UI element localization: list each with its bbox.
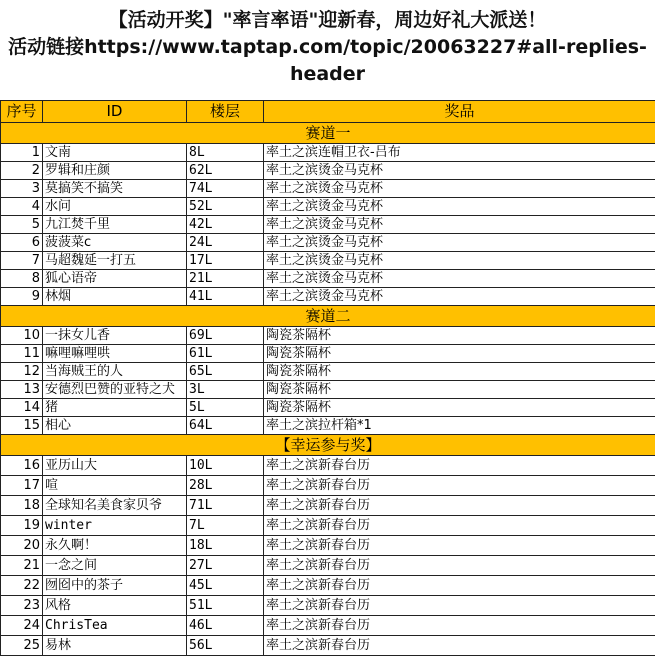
cell-no: 17 bbox=[1, 476, 43, 496]
cell-prize: 率土之滨新春台历 bbox=[264, 516, 655, 536]
cell-floor: 61L bbox=[187, 345, 264, 363]
section-title: 【幸运参与奖】 bbox=[1, 435, 655, 456]
cell-prize: 率土之滨烫金马克杯 bbox=[264, 252, 655, 270]
table-row bbox=[1, 234, 655, 252]
cell-floor: 21L bbox=[187, 270, 264, 288]
table-row bbox=[1, 198, 655, 216]
cell-no: 16 bbox=[1, 456, 43, 476]
table-body bbox=[1, 123, 655, 656]
cell-prize: 陶瓷茶隔杯 bbox=[264, 363, 655, 381]
table-row bbox=[1, 476, 655, 496]
table-row bbox=[1, 144, 655, 162]
cell-no: 9 bbox=[1, 288, 43, 306]
cell-no: 2 bbox=[1, 162, 43, 180]
cell-prize: 率土之滨新春台历 bbox=[264, 556, 655, 576]
section-title: 赛道二 bbox=[1, 306, 655, 327]
cell-prize: 率土之滨烫金马克杯 bbox=[264, 216, 655, 234]
cell-prize: 陶瓷茶隔杯 bbox=[264, 345, 655, 363]
cell-prize: 率土之滨烫金马克杯 bbox=[264, 180, 655, 198]
cell-id: winter bbox=[43, 516, 187, 536]
cell-id: 相心 bbox=[43, 417, 187, 435]
cell-id: 囫囵中的茶子 bbox=[43, 576, 187, 596]
cell-id: 亚历山大 bbox=[43, 456, 187, 476]
cell-id: 一抹女儿香 bbox=[43, 327, 187, 345]
cell-id: 嘛哩嘛哩哄 bbox=[43, 345, 187, 363]
table-row bbox=[1, 536, 655, 556]
cell-no: 15 bbox=[1, 417, 43, 435]
cell-id: 当海贼王的人 bbox=[43, 363, 187, 381]
cell-floor: 24L bbox=[187, 234, 264, 252]
table-row bbox=[1, 363, 655, 381]
cell-no: 7 bbox=[1, 252, 43, 270]
cell-prize: 率土之滨新春台历 bbox=[264, 456, 655, 476]
cell-no: 22 bbox=[1, 576, 43, 596]
cell-id: 狐心语帝 bbox=[43, 270, 187, 288]
cell-prize: 率土之滨烫金马克杯 bbox=[264, 162, 655, 180]
cell-floor: 42L bbox=[187, 216, 264, 234]
cell-id: 马超魏延一打五 bbox=[43, 252, 187, 270]
cell-prize: 陶瓷茶隔杯 bbox=[264, 327, 655, 345]
table-row bbox=[1, 496, 655, 516]
cell-id: 林烟 bbox=[43, 288, 187, 306]
cell-floor: 62L bbox=[187, 162, 264, 180]
cell-floor: 56L bbox=[187, 636, 264, 656]
table-row bbox=[1, 636, 655, 656]
cell-floor: 64L bbox=[187, 417, 264, 435]
cell-id: 一念之间 bbox=[43, 556, 187, 576]
winners-table bbox=[0, 100, 655, 656]
cell-floor: 10L bbox=[187, 456, 264, 476]
cell-id: 莫搞笑不搞笑 bbox=[43, 180, 187, 198]
cell-no: 24 bbox=[1, 616, 43, 636]
cell-no: 1 bbox=[1, 144, 43, 162]
cell-id: 文南 bbox=[43, 144, 187, 162]
table-row bbox=[1, 576, 655, 596]
cell-prize: 率土之滨新春台历 bbox=[264, 596, 655, 616]
cell-id: 喧 bbox=[43, 476, 187, 496]
cell-no: 10 bbox=[1, 327, 43, 345]
cell-id: 安德烈巴赞的亚特之犬 bbox=[43, 381, 187, 399]
cell-no: 14 bbox=[1, 399, 43, 417]
cell-floor: 52L bbox=[187, 198, 264, 216]
table-row bbox=[1, 162, 655, 180]
cell-id: 菠菠菜c bbox=[43, 234, 187, 252]
cell-floor: 18L bbox=[187, 536, 264, 556]
table-row bbox=[1, 216, 655, 234]
cell-no: 12 bbox=[1, 363, 43, 381]
cell-no: 3 bbox=[1, 180, 43, 198]
title-line-3: header bbox=[289, 63, 366, 85]
cell-floor: 3L bbox=[187, 381, 264, 399]
cell-no: 11 bbox=[1, 345, 43, 363]
cell-prize: 率土之滨新春台历 bbox=[264, 536, 655, 556]
cell-floor: 74L bbox=[187, 180, 264, 198]
cell-no: 20 bbox=[1, 536, 43, 556]
header-row bbox=[1, 101, 655, 123]
cell-floor: 5L bbox=[187, 399, 264, 417]
table-row bbox=[1, 556, 655, 576]
section-header-row bbox=[1, 123, 655, 144]
cell-id: 猪 bbox=[43, 399, 187, 417]
cell-floor: 45L bbox=[187, 576, 264, 596]
cell-floor: 46L bbox=[187, 616, 264, 636]
header-id: ID bbox=[43, 101, 187, 123]
cell-prize: 率土之滨拉杆箱*1 bbox=[264, 417, 655, 435]
cell-prize: 陶瓷茶隔杯 bbox=[264, 399, 655, 417]
cell-no: 25 bbox=[1, 636, 43, 656]
header-floor: 楼层 bbox=[187, 101, 264, 123]
cell-floor: 69L bbox=[187, 327, 264, 345]
table-row bbox=[1, 345, 655, 363]
title-line-2: 活动链接https://www.taptap.com/topic/20063227#all-replies- bbox=[8, 36, 647, 58]
table-row bbox=[1, 288, 655, 306]
cell-no: 8 bbox=[1, 270, 43, 288]
cell-id: ChrisTea bbox=[43, 616, 187, 636]
table-row bbox=[1, 399, 655, 417]
header-no: 序号 bbox=[1, 101, 43, 123]
table-row bbox=[1, 516, 655, 536]
table-row bbox=[1, 180, 655, 198]
cell-id: 罗辑和庄颜 bbox=[43, 162, 187, 180]
header-prize: 奖品 bbox=[264, 101, 655, 123]
section-title: 赛道一 bbox=[1, 123, 655, 144]
cell-id: 永久啊！ bbox=[43, 536, 187, 556]
cell-no: 19 bbox=[1, 516, 43, 536]
cell-id: 全球知名美食家贝爷 bbox=[43, 496, 187, 516]
cell-no: 13 bbox=[1, 381, 43, 399]
cell-no: 4 bbox=[1, 198, 43, 216]
cell-prize: 率土之滨连帽卫衣-吕布 bbox=[264, 144, 655, 162]
cell-prize: 率土之滨新春台历 bbox=[264, 576, 655, 596]
cell-prize: 率土之滨烫金马克杯 bbox=[264, 234, 655, 252]
cell-floor: 17L bbox=[187, 252, 264, 270]
cell-prize: 率土之滨新春台历 bbox=[264, 636, 655, 656]
cell-floor: 71L bbox=[187, 496, 264, 516]
cell-no: 21 bbox=[1, 556, 43, 576]
cell-id: 易林 bbox=[43, 636, 187, 656]
cell-id: 九江焚千里 bbox=[43, 216, 187, 234]
cell-floor: 27L bbox=[187, 556, 264, 576]
cell-floor: 8L bbox=[187, 144, 264, 162]
table-row bbox=[1, 327, 655, 345]
cell-no: 6 bbox=[1, 234, 43, 252]
cell-prize: 率土之滨烫金马克杯 bbox=[264, 270, 655, 288]
table-row bbox=[1, 252, 655, 270]
cell-floor: 41L bbox=[187, 288, 264, 306]
cell-floor: 7L bbox=[187, 516, 264, 536]
cell-prize: 陶瓷茶隔杯 bbox=[264, 381, 655, 399]
section-header-row bbox=[1, 435, 655, 456]
table-row bbox=[1, 381, 655, 399]
title-line-1: 【活动开奖】"率言率语"迎新春，周边好礼大派送！ bbox=[108, 9, 547, 31]
table-row bbox=[1, 616, 655, 636]
cell-floor: 65L bbox=[187, 363, 264, 381]
cell-prize: 率土之滨烫金马克杯 bbox=[264, 198, 655, 216]
cell-prize: 率土之滨新春台历 bbox=[264, 616, 655, 636]
table-row bbox=[1, 417, 655, 435]
section-header-row bbox=[1, 306, 655, 327]
cell-prize: 率土之滨新春台历 bbox=[264, 496, 655, 516]
cell-floor: 28L bbox=[187, 476, 264, 496]
table-row bbox=[1, 456, 655, 476]
table-row bbox=[1, 270, 655, 288]
cell-no: 23 bbox=[1, 596, 43, 616]
cell-floor: 51L bbox=[187, 596, 264, 616]
cell-no: 18 bbox=[1, 496, 43, 516]
cell-id: 水问 bbox=[43, 198, 187, 216]
cell-prize: 率土之滨烫金马克杯 bbox=[264, 288, 655, 306]
cell-prize: 率土之滨新春台历 bbox=[264, 476, 655, 496]
cell-id: 风格 bbox=[43, 596, 187, 616]
announcement-title bbox=[0, 0, 655, 100]
cell-no: 5 bbox=[1, 216, 43, 234]
table-row bbox=[1, 596, 655, 616]
